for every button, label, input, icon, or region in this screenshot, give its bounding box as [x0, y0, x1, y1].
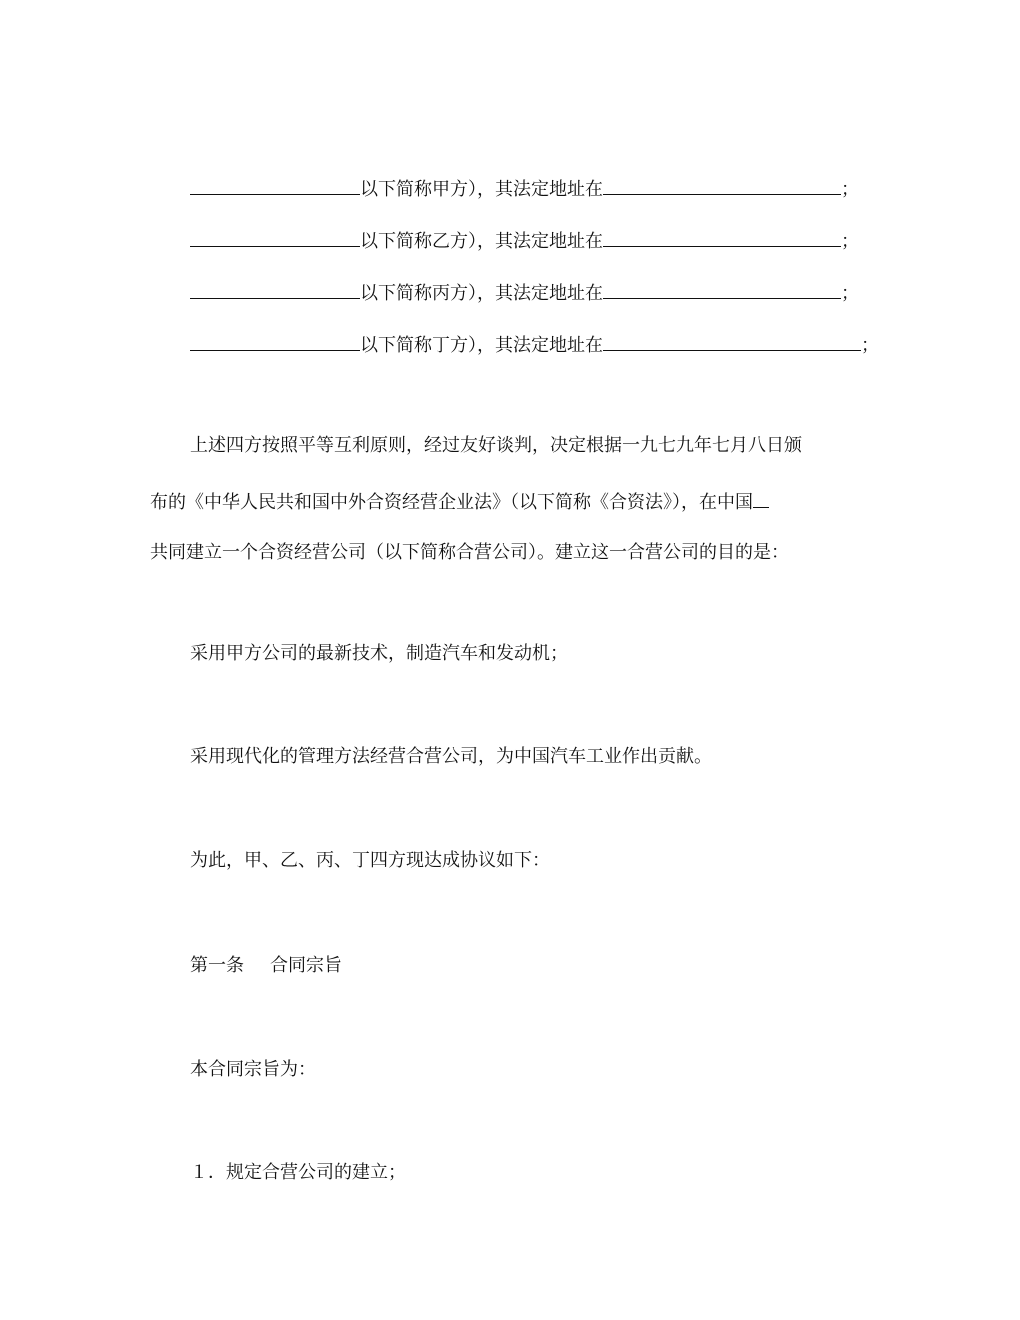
party-d-name-blank[interactable] [190, 332, 360, 351]
article-1-intro: 本合同宗旨为： [190, 1059, 316, 1080]
party-a-designation: 以下简称甲方），其法定地址在 [360, 179, 603, 200]
party-line-d [190, 332, 879, 357]
article-1-title: 合同宗旨 [270, 955, 342, 976]
party-d-designation: 以下简称丁方），其法定地址在 [360, 335, 603, 356]
purpose-2: 采用现代化的管理方法经营合营公司，为中国汽车工业作出贡献。 [190, 746, 712, 767]
party-c-name-blank[interactable] [190, 280, 360, 299]
party-d-end: ； [861, 335, 879, 356]
preamble-line-2-text: 布的《中华人民共和国中外合资经营企业法》（以下简称《合资法》），在中国 [150, 492, 753, 513]
party-a-name-blank[interactable] [190, 176, 360, 195]
party-c-address-blank[interactable] [603, 280, 841, 299]
party-line-c [190, 280, 859, 305]
location-blank[interactable] [753, 489, 769, 508]
article-1-item-1: １．规定合营公司的建立； [190, 1162, 406, 1183]
article-1-number: 第一条 [190, 955, 244, 976]
party-b-name-blank[interactable] [190, 228, 360, 247]
party-line-a [190, 176, 859, 201]
party-c-designation: 以下简称丙方），其法定地址在 [360, 283, 603, 304]
article-1-heading [190, 955, 342, 977]
party-c-end: ； [841, 283, 859, 304]
party-line-b [190, 228, 859, 253]
agreement-statement: 为此，甲、乙、丙、丁四方现达成协议如下： [190, 850, 550, 871]
party-b-end: ； [841, 231, 859, 252]
party-a-address-blank[interactable] [603, 176, 841, 195]
party-a-end: ； [841, 179, 859, 200]
party-b-designation: 以下简称乙方），其法定地址在 [360, 231, 603, 252]
purpose-1: 采用甲方公司的最新技术，制造汽车和发动机； [190, 643, 568, 664]
preamble-line-2 [150, 489, 769, 514]
party-b-address-blank[interactable] [603, 228, 841, 247]
preamble-line-3: 共同建立一个合资经营公司（以下简称合营公司）。建立这一合营公司的目的是： [150, 542, 789, 563]
party-d-address-blank[interactable] [603, 332, 861, 351]
preamble-line-1: 上述四方按照平等互利原则，经过友好谈判，决定根据一九七九年七月八日颁 [190, 435, 802, 456]
